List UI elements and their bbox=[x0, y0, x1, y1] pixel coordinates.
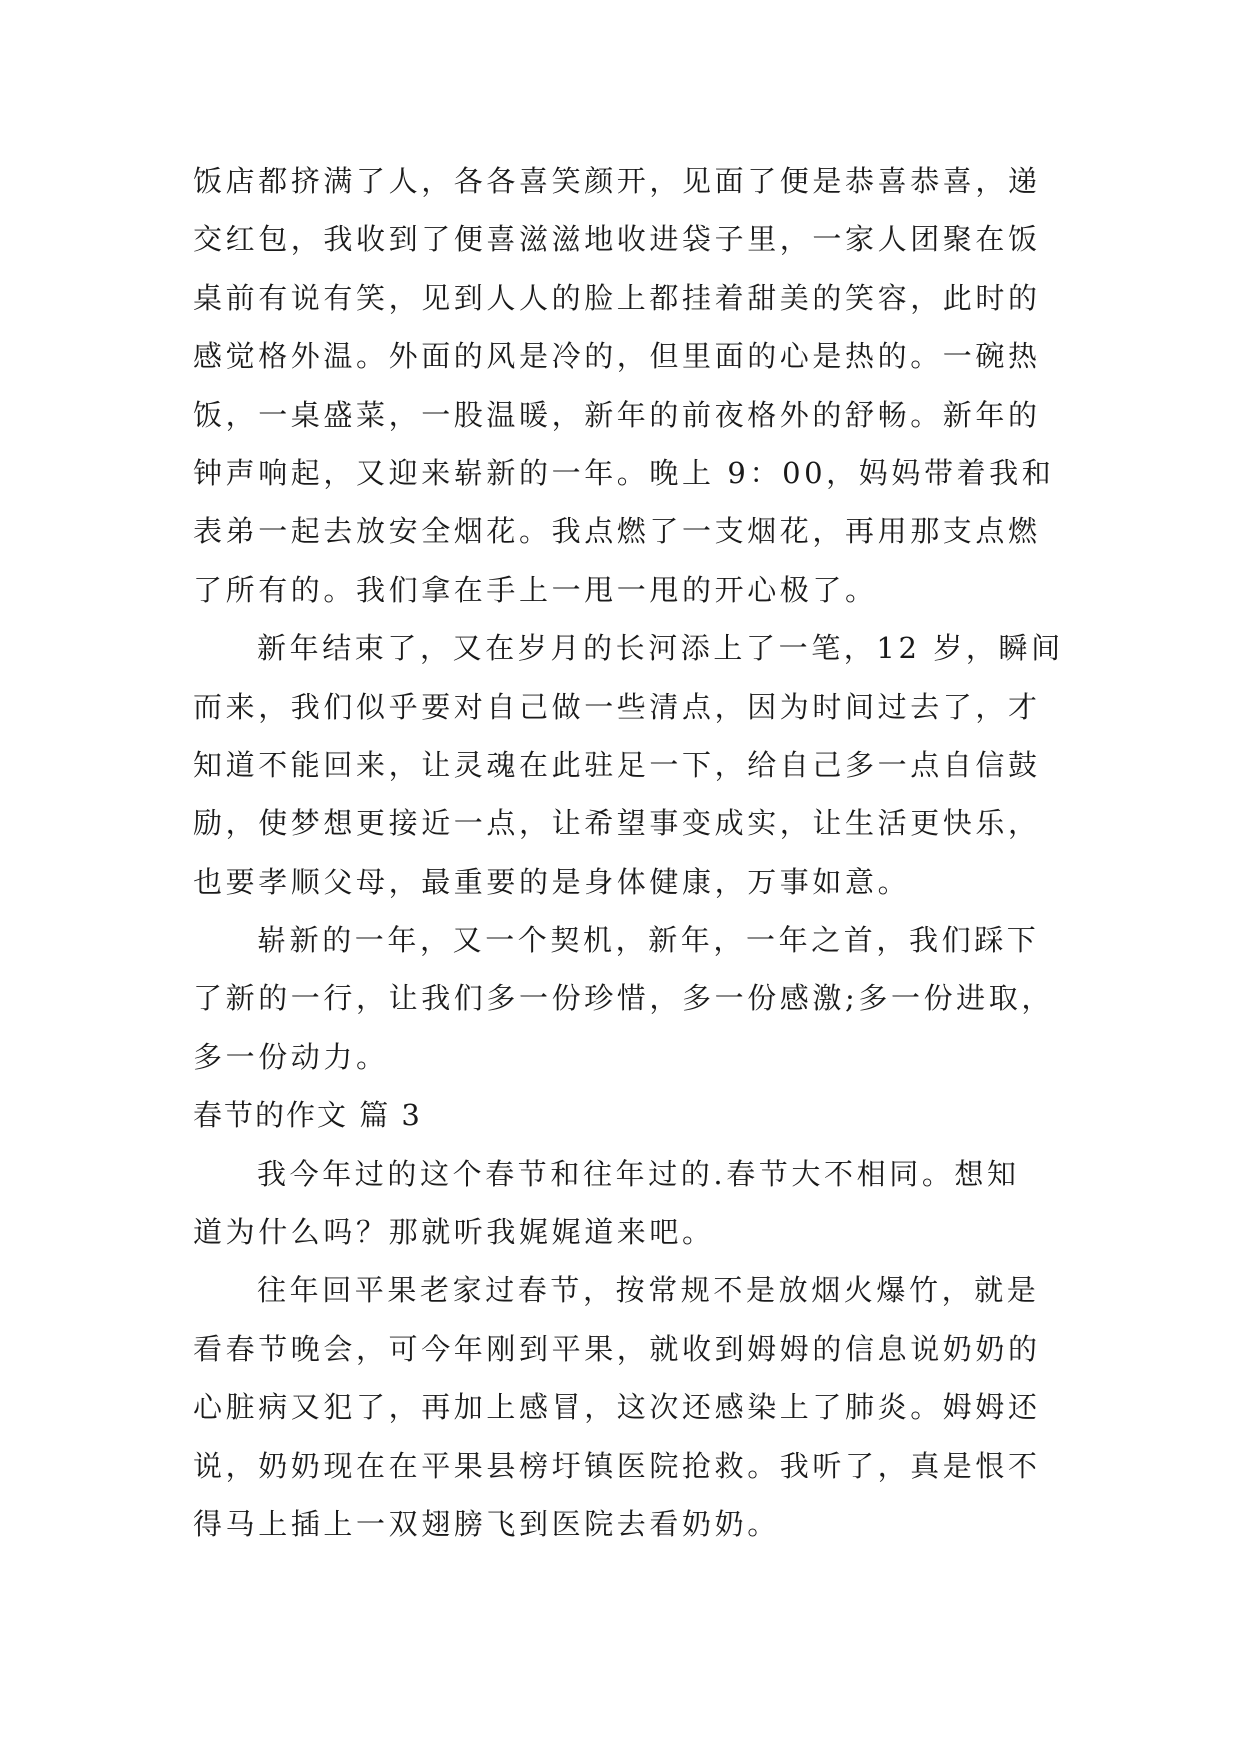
text-line: 也要孝顺父母，最重要的是身体健康，万事如意。 bbox=[193, 864, 911, 899]
text-line: 了所有的。我们拿在手上一甩一甩的开心极了。 bbox=[193, 572, 878, 607]
text-line: 而来，我们似乎要对自己做一些清点，因为时间过去了，才 bbox=[193, 689, 1041, 724]
section-heading: 春节的作文 篇 3 bbox=[193, 1098, 422, 1133]
text-line: 饭，一桌盛菜，一股温暖，新年的前夜格外的舒畅。新年的 bbox=[193, 397, 1041, 432]
text-line: 往年回平果老家过春节，按常规不是放烟火爆竹，就是 bbox=[257, 1273, 1040, 1308]
text-line: 看春节晚会，可今年刚到平果，就收到姆姆的信息说奶奶的 bbox=[193, 1331, 1041, 1366]
text-line: 得马上插上一双翅膀飞到医院去看奶奶。 bbox=[193, 1506, 780, 1541]
text-line: 崭新的一年，又一个契机，新年，一年之首，我们踩下 bbox=[257, 923, 1040, 958]
text-line: 表弟一起去放安全烟花。我点燃了一支烟花，再用那支点燃 bbox=[193, 514, 1041, 549]
text-line: 多一份动力。 bbox=[193, 1039, 389, 1074]
text-line: 交红包，我收到了便喜滋滋地收进袋子里，一家人团聚在饭 bbox=[193, 222, 1041, 257]
text-line: 了新的一行，让我们多一份珍惜，多一份感激;多一份进取， bbox=[193, 981, 1054, 1016]
text-line: 说，奶奶现在在平果县榜圩镇医院抢救。我听了，真是恨不 bbox=[193, 1448, 1041, 1483]
text-line: 钟声响起，又迎来崭新的一年。晚上 9：00，妈妈带着我和 bbox=[193, 455, 1055, 490]
text-line: 饭店都挤满了人，各各喜笑颜开，见面了便是恭喜恭喜，递 bbox=[193, 164, 1041, 198]
text-line: 励，使梦想更接近一点，让希望事变成实，让生活更快乐， bbox=[193, 806, 1041, 841]
text-line: 我今年过的这个春节和往年过的.春节大不相同。想知 bbox=[257, 1156, 1020, 1191]
text-line: 感觉格外温。外面的风是冷的，但里面的心是热的。一碗热 bbox=[193, 339, 1041, 374]
text-line: 心脏病又犯了，再加上感冒，这次还感染上了肺炎。姆姆还 bbox=[193, 1390, 1041, 1425]
text-line: 桌前有说有笑，见到人人的脸上都挂着甜美的笑容，此时的 bbox=[193, 280, 1041, 315]
text-line: 知道不能回来，让灵魂在此驻足一下，给自己多一点自信鼓 bbox=[193, 747, 1041, 782]
text-line: 新年结束了，又在岁月的长河添上了一笔，12 岁，瞬间 bbox=[257, 631, 1064, 666]
text-line: 道为什么吗？那就听我娓娓道来吧。 bbox=[193, 1215, 715, 1250]
document-body bbox=[193, 152, 1063, 1553]
